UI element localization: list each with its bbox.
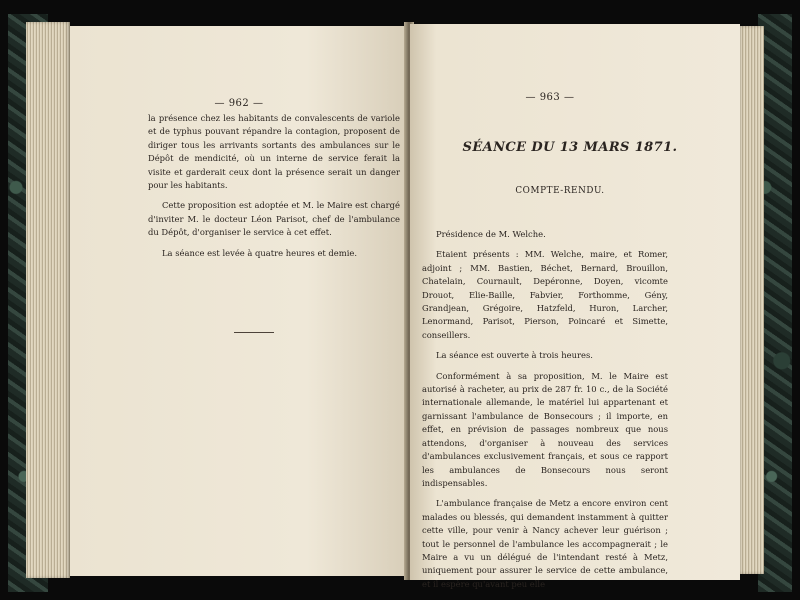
paragraph: Présidence de M. Welche. [436, 229, 546, 239]
paragraph: L'ambulance française de Metz a encore environ cent malades ou blessés, qui demandent instamment à quitter cette ville, pour venir à Nancy achever leur guérison ; tout le personnel de l'ambulance les accompagnerait ; le Maire a vu un délégué de l'intendant resté à Metz, uniquement pour assurer le service de cette ambulance, et il espère qu'avant peu elle [422, 498, 668, 589]
left-page [70, 26, 408, 576]
paragraph: Conformément à sa proposition, M. le Maire est autorisé à racheter, au prix de 287 fr. 10 c., de la Société internationale allemande, le matériel lui appartenant et garnissant l'ambulance de Bonsecours ; il importe, en effet, en prévision de passages nombreux que nous attendons, d'organiser à nouveau des services d'ambulances exclusivement français, et sous ce rapport les ambulances de Bonsecours nous seront indispensables. [422, 370, 668, 488]
page-number-left: — 962 — [214, 98, 264, 109]
page-number-right: — 963 — [525, 92, 575, 103]
page-edges-left [26, 22, 70, 578]
right-page-body [422, 228, 668, 591]
paragraph: Etaient présents : MM. Welche, maire, et Romer, adjoint ; MM. Bastien, Béchet, Bernard, Brouillon, Chatelain, Cournault, Depéronne, Doyen, vicomte Drouot, Elie-Baille, Fabvier, Forthomme, Gény, Grandjean, Grégoire, Hatzfeld, Huron, Larcher, Lenormand, Parisot, Pierson, Poincaré et Simette, conseillers. [422, 249, 668, 340]
paragraph: Cette proposition est adoptée et M. le Maire est chargé d'inviter M. le docteur Léon Parisot, chef de l'ambulance du Dépôt, d'organiser le service à cet effet. [148, 200, 400, 238]
left-page-body [148, 112, 400, 260]
page-edges-right [738, 26, 764, 574]
paragraph: La séance est ouverte à trois heures. [436, 350, 593, 361]
paragraph: la présence chez les habitants de convalescents de variole et de typhus pouvant répandre la contagion, proposent de diriger tous les arrivants sortants des ambulances sur le Dépôt de mendicité, où un interne de service ferait la visite et garderait ceux dont la présence serait un danger pour les habitants. [148, 113, 400, 191]
session-title: SÉANCE DU 13 MARS 1871. [462, 140, 678, 155]
end-rule [234, 332, 274, 333]
paragraph: La séance est levée à quatre heures et demie. [162, 247, 357, 258]
right-page [410, 24, 740, 589]
section-heading: COMPTE-RENDU. [515, 186, 605, 196]
